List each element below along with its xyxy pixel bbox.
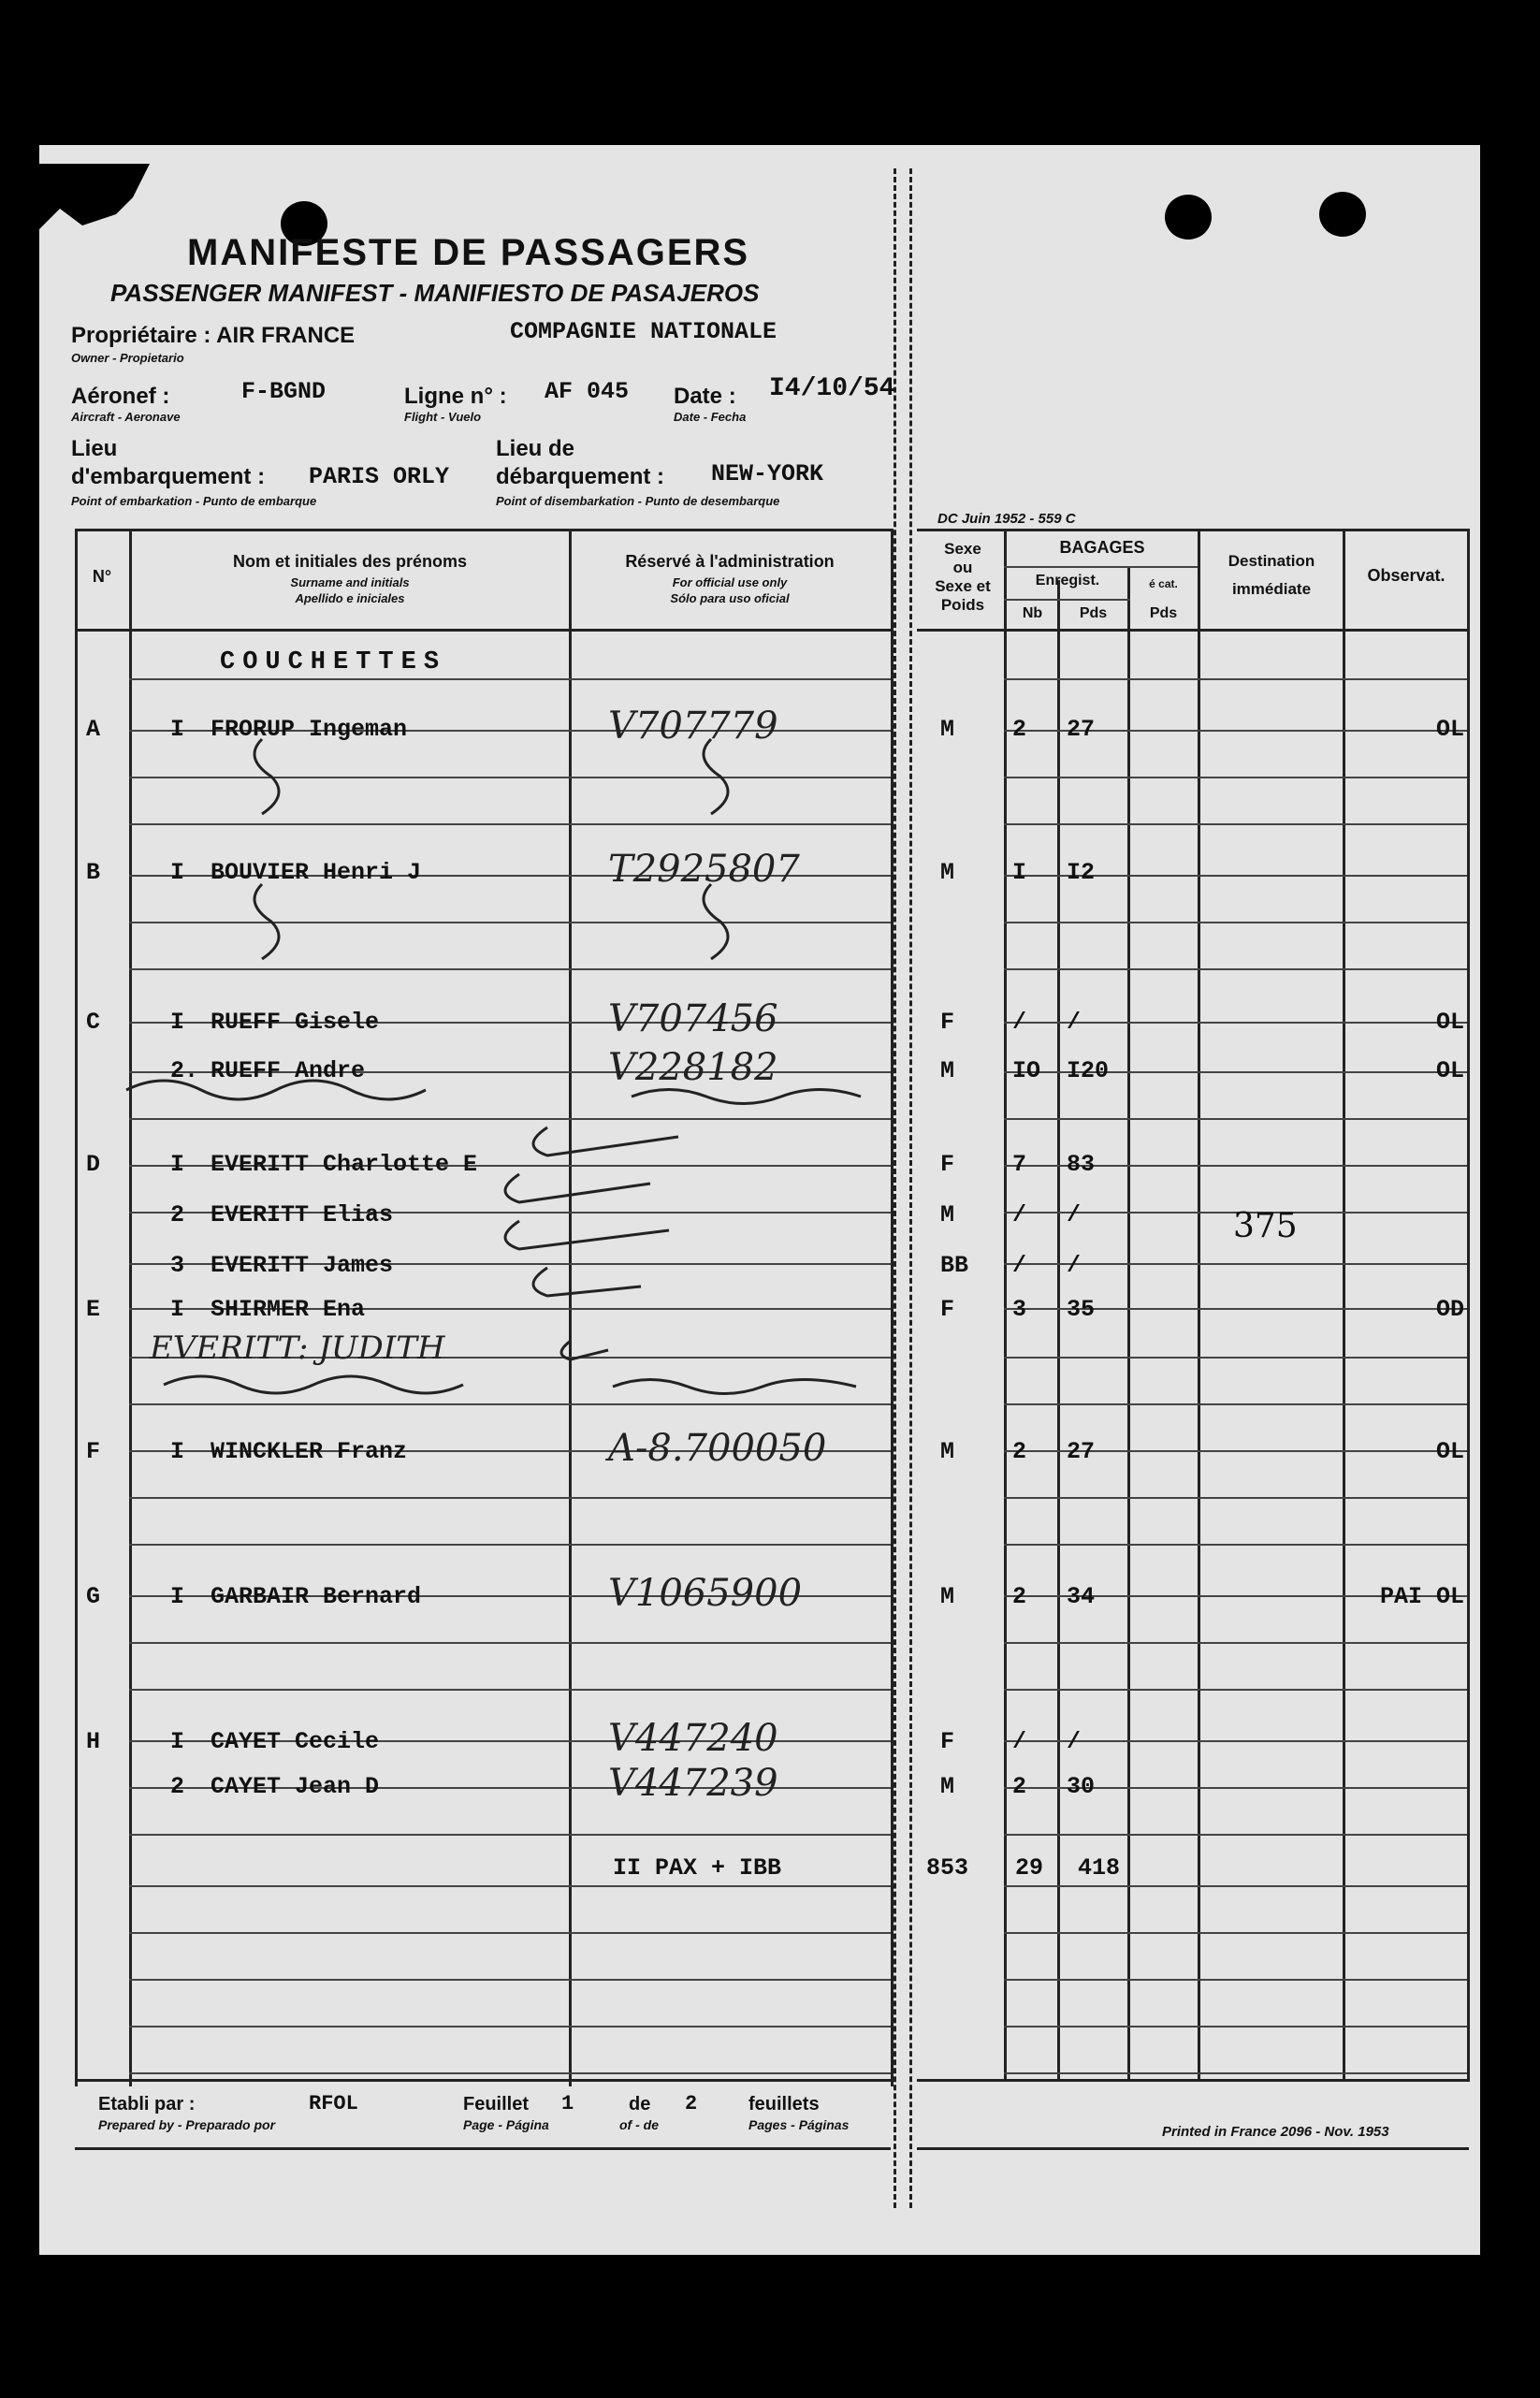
disembark-label: Lieu de débarquement : <box>496 436 665 489</box>
row-number: 2 <box>170 1201 185 1228</box>
col-header-nb: Nb <box>1022 605 1043 621</box>
form-reference: DC Juin 1952 - 559 C <box>937 511 1076 527</box>
observation: OL <box>1435 1057 1464 1084</box>
row-number: I <box>170 1151 185 1178</box>
sheets-label: feuillets <box>748 2094 820 2115</box>
passenger-sex: M <box>940 1057 955 1084</box>
row-group: B <box>86 859 101 886</box>
admin-reference: V447239 <box>608 1762 778 1805</box>
row-number: I <box>170 1583 185 1610</box>
owner-sub: Owner - Propietario <box>71 351 184 365</box>
passenger-name: CAYET Cecile <box>211 1728 380 1755</box>
row-group: G <box>86 1583 101 1610</box>
admin-reference: V707456 <box>608 997 778 1040</box>
passenger-name: FRORUP Ingeman <box>211 716 408 743</box>
admin-reference: A-8.700050 <box>608 1427 827 1470</box>
passenger-sex: F <box>940 1728 955 1755</box>
baggage-weight: 34 <box>1067 1583 1096 1610</box>
row-number: 3 <box>170 1252 185 1279</box>
baggage-count: / <box>1012 1201 1027 1228</box>
flight-value: AF 045 <box>545 378 630 405</box>
baggage-count: 7 <box>1012 1151 1027 1178</box>
of-label: de <box>629 2094 651 2115</box>
totals-nb: 29 <box>1015 1854 1044 1882</box>
sheet-value: 1 <box>561 2092 574 2115</box>
observation: PAI OL <box>1379 1583 1464 1610</box>
page-title: MANIFESTE DE PASSAGERS <box>187 232 750 273</box>
section-title: COUCHETTES <box>220 648 447 676</box>
col-header-cabin: é cat. <box>1149 577 1178 590</box>
destination-note: 375 <box>1233 1207 1298 1245</box>
prepared-value: RFOL <box>309 2092 358 2115</box>
passenger-sex: F <box>940 1009 955 1036</box>
passenger-sex: M <box>940 859 955 886</box>
embark-sub: Point of embarkation - Punto de embarque <box>71 494 317 508</box>
admin-reference: V447240 <box>608 1717 778 1760</box>
row-group: C <box>86 1009 101 1036</box>
col-header-name-sub1: Surname and initials <box>290 575 410 589</box>
baggage-count: / <box>1012 1252 1027 1279</box>
row-group: F <box>86 1438 101 1465</box>
sheet-label: Feuillet <box>463 2094 530 2115</box>
col-header-destination-1: Destination <box>1228 552 1315 570</box>
passenger-sex: BB <box>940 1252 969 1279</box>
sheet-sub: Page - Página <box>463 2117 549 2132</box>
col-header-name-sub2: Apellido e iniciales <box>295 591 405 605</box>
observation: OL <box>1435 1438 1464 1465</box>
passenger-sex: M <box>940 716 955 743</box>
baggage-weight: / <box>1067 1252 1082 1279</box>
passenger-sex: M <box>940 1201 955 1228</box>
row-number: I <box>170 1438 185 1465</box>
passenger-name: EVERITT Elias <box>211 1201 394 1228</box>
baggage-weight: 27 <box>1067 1438 1096 1465</box>
passenger-name: CAYET Jean D <box>211 1773 380 1800</box>
col-header-sex-2: ou <box>952 559 973 576</box>
col-header-no: N° <box>92 567 112 586</box>
totals-pds: 418 <box>1078 1854 1121 1882</box>
col-header-observ: Observat. <box>1367 566 1446 585</box>
page-subtitle: PASSENGER MANIFEST - MANIFIESTO DE PASAJEROS <box>110 279 760 307</box>
owner-label: Propriétaire : AIR FRANCE <box>71 323 356 348</box>
baggage-weight: 27 <box>1067 716 1096 743</box>
aircraft-label: Aéronef : <box>71 384 170 409</box>
totals-sex: 853 <box>926 1854 969 1882</box>
baggage-weight: 83 <box>1067 1151 1096 1178</box>
embark-label: Lieu d'embarquement : <box>71 436 266 489</box>
baggage-weight: / <box>1067 1201 1082 1228</box>
row-group: E <box>86 1296 101 1323</box>
col-header-name: Nom et initiales des prénoms <box>232 552 468 571</box>
passenger-name: SHIRMER Ena <box>211 1296 366 1323</box>
date-value: I4/10/54 <box>769 374 895 403</box>
prepared-sub: Prepared by - Preparado por <box>98 2117 276 2132</box>
col-header-admin-sub1: For official use only <box>672 575 788 589</box>
row-group: A <box>86 716 101 743</box>
passenger-name: WINCKLER Franz <box>211 1438 408 1465</box>
row-group: H <box>86 1728 101 1755</box>
baggage-count: 2 <box>1012 716 1027 743</box>
flight-label: Ligne n° : <box>404 384 507 409</box>
of-sub: of - de <box>619 2117 659 2132</box>
passenger-sex: M <box>940 1773 955 1800</box>
col-header-sex-4: Poids <box>940 596 985 614</box>
passenger-name: EVERITT Charlotte E <box>211 1151 478 1178</box>
totals-label: II PAX + IBB <box>613 1854 782 1882</box>
row-number: I <box>170 859 185 886</box>
row-number: 2 <box>170 1773 185 1800</box>
baggage-weight: 30 <box>1067 1773 1096 1800</box>
observation: OL <box>1435 716 1464 743</box>
of-value: 2 <box>685 2092 698 2115</box>
passenger-name: BOUVIER Henri J <box>211 859 422 886</box>
row-number: 2. <box>170 1057 199 1084</box>
baggage-weight: 35 <box>1067 1296 1096 1323</box>
passenger-name: GARBAIR Bernard <box>211 1583 422 1610</box>
row-number: I <box>170 716 185 743</box>
printed-note: Printed in France 2096 - Nov. 1953 <box>1162 2124 1389 2140</box>
col-header-pds: Pds <box>1079 605 1108 621</box>
date-label: Date : <box>674 384 736 409</box>
admin-reference: V707779 <box>608 705 778 748</box>
col-header-sex-3: Sexe et <box>935 577 991 595</box>
embark-value: PARIS ORLY <box>309 463 450 490</box>
col-header-baggage: BAGAGES <box>1059 538 1145 557</box>
owner-value: COMPAGNIE NATIONALE <box>510 318 777 345</box>
col-header-sex-1: Sexe <box>944 540 981 558</box>
baggage-count: / <box>1012 1009 1027 1036</box>
passenger-name: RUEFF Gisele <box>211 1009 380 1036</box>
admin-reference: V228182 <box>608 1046 778 1089</box>
row-number: I <box>170 1296 185 1323</box>
baggage-weight: I20 <box>1067 1057 1110 1084</box>
passenger-sex: M <box>940 1438 955 1465</box>
col-header-admin-sub2: Sólo para uso oficial <box>670 591 790 605</box>
col-header-admin: Réservé à l'administration <box>625 552 835 571</box>
baggage-weight: I2 <box>1067 859 1096 886</box>
disembark-value: NEW-YORK <box>711 460 824 487</box>
passenger-sex: M <box>940 1583 955 1610</box>
admin-reference: T2925807 <box>608 848 800 891</box>
aircraft-value: F-BGND <box>241 378 327 405</box>
aircraft-sub: Aircraft - Aeronave <box>71 410 181 424</box>
observation: OL <box>1435 1009 1464 1036</box>
baggage-weight: / <box>1067 1728 1082 1755</box>
row-number: I <box>170 1728 185 1755</box>
baggage-count: / <box>1012 1728 1027 1755</box>
admin-reference: V1065900 <box>608 1572 803 1615</box>
passenger-sex: F <box>940 1151 955 1178</box>
flight-sub: Flight - Vuelo <box>404 410 482 424</box>
baggage-count: 2 <box>1012 1583 1027 1610</box>
row-number: I <box>170 1009 185 1036</box>
date-sub: Date - Fecha <box>674 410 747 424</box>
prepared-label: Etabli par : <box>98 2094 196 2115</box>
passenger-name: EVERITT: JUDITH <box>150 1330 445 1367</box>
observation: OD <box>1435 1296 1464 1323</box>
col-header-destination-2: immédiate <box>1231 580 1312 598</box>
baggage-count: 2 <box>1012 1438 1027 1465</box>
passenger-name: RUEFF Andre <box>211 1057 366 1084</box>
sheets-sub: Pages - Páginas <box>748 2117 850 2132</box>
baggage-count: 2 <box>1012 1773 1027 1800</box>
col-header-registered: Enregist. <box>1035 573 1100 589</box>
col-header-cabin-pds: Pds <box>1149 605 1178 621</box>
passenger-name: EVERITT James <box>211 1252 394 1279</box>
baggage-weight: / <box>1067 1009 1082 1036</box>
baggage-count: IO <box>1012 1057 1041 1084</box>
row-group: D <box>86 1151 101 1178</box>
passenger-sex: F <box>940 1296 955 1323</box>
baggage-count: I <box>1012 859 1027 886</box>
baggage-count: 3 <box>1012 1296 1027 1323</box>
disembark-sub: Point of disembarkation - Punto de desembarque <box>496 494 780 508</box>
